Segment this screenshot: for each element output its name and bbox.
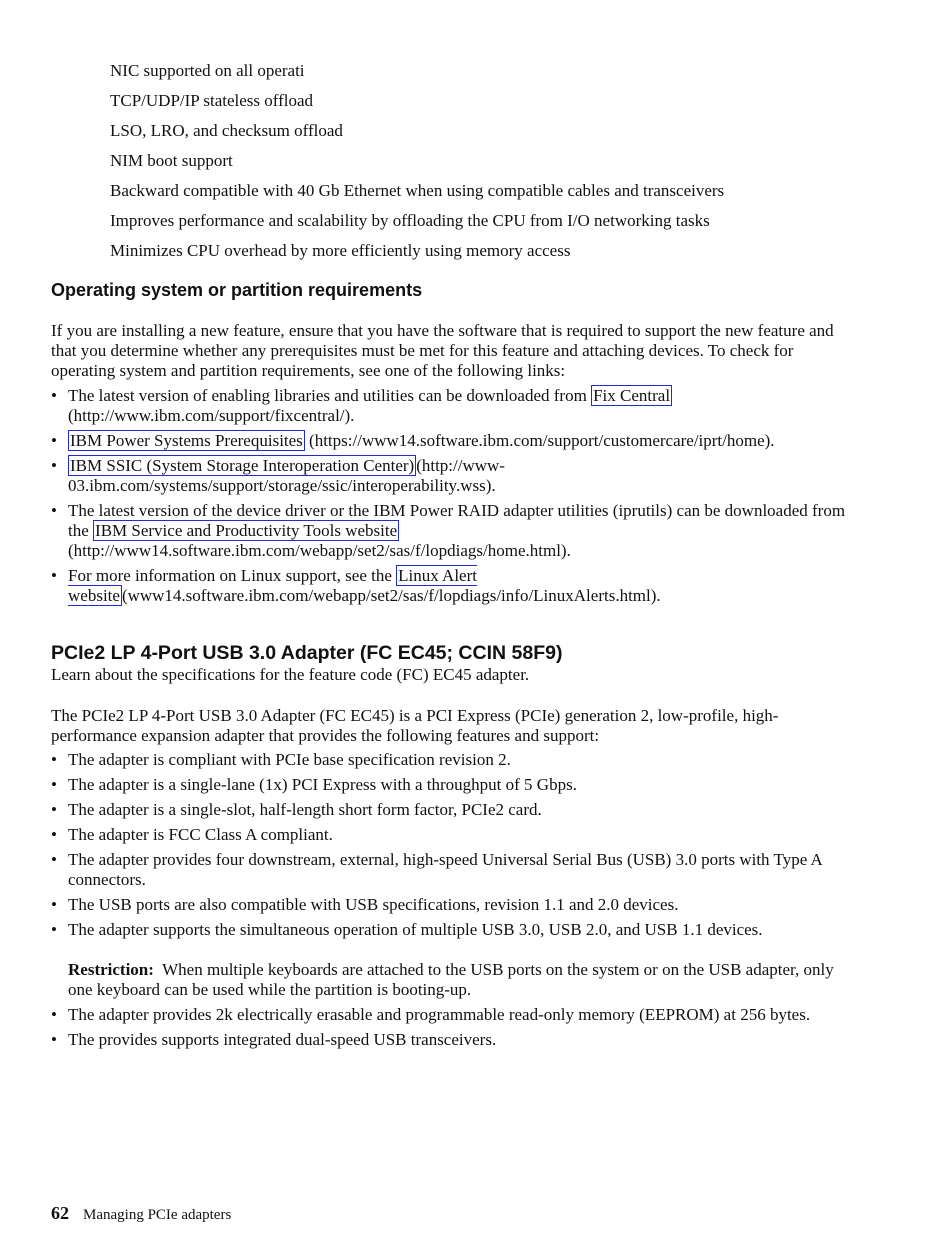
list-item xyxy=(51,501,851,561)
feature-line: Backward compatible with 40 Gb Ethernet when using compatible cables and transceivers xyxy=(110,181,725,200)
os-requirements-intro: If you are installing a new feature, ensure that you have the software that is required to support the new feature and that you determine whether any prerequisites must be met for this feature and attaching devices. To check for operating system and partition requirements, see one of the following links: xyxy=(51,321,834,380)
list-item: • The adapter is a single-slot, half-length short form factor, PCIe2 card. xyxy=(51,800,851,820)
feature-line: TCP/UDP/IP stateless offload xyxy=(110,91,314,110)
footer-title: Managing PCIe adapters xyxy=(83,1207,232,1223)
feature-line: NIC supported on all operati xyxy=(110,61,305,80)
bullet-text: (https://www14.software.ibm.com/support/customercare/iprt/home). xyxy=(304,431,775,450)
os-requirements-heading: Operating system or partition requirements xyxy=(51,280,423,300)
page-footer xyxy=(51,1203,231,1224)
restriction-note xyxy=(68,960,851,1000)
bullet-text: (www14.software.ibm.com/webapp/set2/sas/f/lopdiags/info/LinuxAlerts.html). xyxy=(121,586,661,605)
list-item: • The provides supports integrated dual-speed USB transceivers. xyxy=(51,1030,851,1050)
list-item: • The adapter provides four downstream, external, high-speed Universal Serial Bus (USB) 3.0 ports with Type A connectors. xyxy=(51,850,851,890)
page-number: 62 xyxy=(51,1203,69,1223)
bullet-text: (http://www.ibm.com/support/fixcentral/). xyxy=(68,406,355,425)
feature-line: NIM boot support xyxy=(110,151,233,170)
feature-line: LSO, LRO, and checksum offload xyxy=(110,121,343,140)
list-item: • The adapter is compliant with PCIe base specification revision 2. xyxy=(51,750,851,770)
list-item xyxy=(51,566,851,606)
restriction-label: Restriction: xyxy=(68,960,154,979)
feature-list xyxy=(110,59,724,269)
os-requirements-links xyxy=(51,386,851,606)
ibm-ssic-link[interactable]: IBM SSIC (System Storage Interoperation Center) xyxy=(70,456,415,475)
bullet-text: The latest version of the device driver or the IBM Power RAID adapter utilities (iprutils) can be downloaded from the xyxy=(68,501,846,540)
list-item xyxy=(51,386,851,426)
list-item xyxy=(51,920,851,1000)
pcie-adapter-heading: PCIe2 LP 4-Port USB 3.0 Adapter (FC EC45; CCIN 58F9) xyxy=(51,642,563,664)
bullet-text: The latest version of enabling libraries and utilities can be downloaded from xyxy=(68,386,592,405)
fix-central-link[interactable]: Fix Central xyxy=(593,386,671,405)
bullet-text: (http://www-03.ibm.com/systems/support/storage/ssic/interoperability.wss). xyxy=(68,456,505,495)
bullet-text: • The adapter supports the simultaneous operation of multiple USB 3.0, USB 2.0, and USB 1.1 devices. xyxy=(68,920,763,939)
list-item: • The adapter is FCC Class A compliant. xyxy=(51,825,851,845)
pcie-adapter-intro: The PCIe2 LP 4-Port USB 3.0 Adapter (FC EC45) is a PCI Express (PCIe) generation 2, low-profile, high-performance expansion adapter that provides the following features and support: xyxy=(51,706,779,745)
pcie-adapter-summary: Learn about the specifications for the feature code (FC) EC45 adapter. xyxy=(51,665,530,684)
linux-alert-link[interactable]: Linux Alert website xyxy=(68,566,477,605)
service-productivity-tools-link[interactable]: IBM Service and Productivity Tools website xyxy=(95,521,398,540)
list-item xyxy=(51,431,851,451)
restriction-text: When multiple keyboards are attached to the USB ports on the system or on the USB adapter, only one keyboard can be used while the partition is booting-up. xyxy=(68,960,834,999)
bullet-text: For more information on Linux support, see the xyxy=(68,566,397,585)
feature-line: Improves performance and scalability by offloading the CPU from I/O networking tasks xyxy=(110,211,710,230)
list-item: • The adapter provides 2k electrically erasable and programmable read-only memory (EEPROM) at 256 bytes. xyxy=(51,1005,851,1025)
list-item: • The adapter is a single-lane (1x) PCI Express with a throughput of 5 Gbps. xyxy=(51,775,851,795)
bullet-text: (http://www14.software.ibm.com/webapp/set2/sas/f/lopdiags/home.html). xyxy=(68,541,571,560)
list-item xyxy=(51,456,851,496)
pcie-adapter-features xyxy=(51,750,851,1050)
feature-line: Minimizes CPU overhead by more efficiently using memory access xyxy=(110,241,571,260)
power-systems-prerequisites-link[interactable]: IBM Power Systems Prerequisites xyxy=(70,431,303,450)
list-item: • The USB ports are also compatible with USB specifications, revision 1.1 and 2.0 devices. xyxy=(51,895,851,915)
